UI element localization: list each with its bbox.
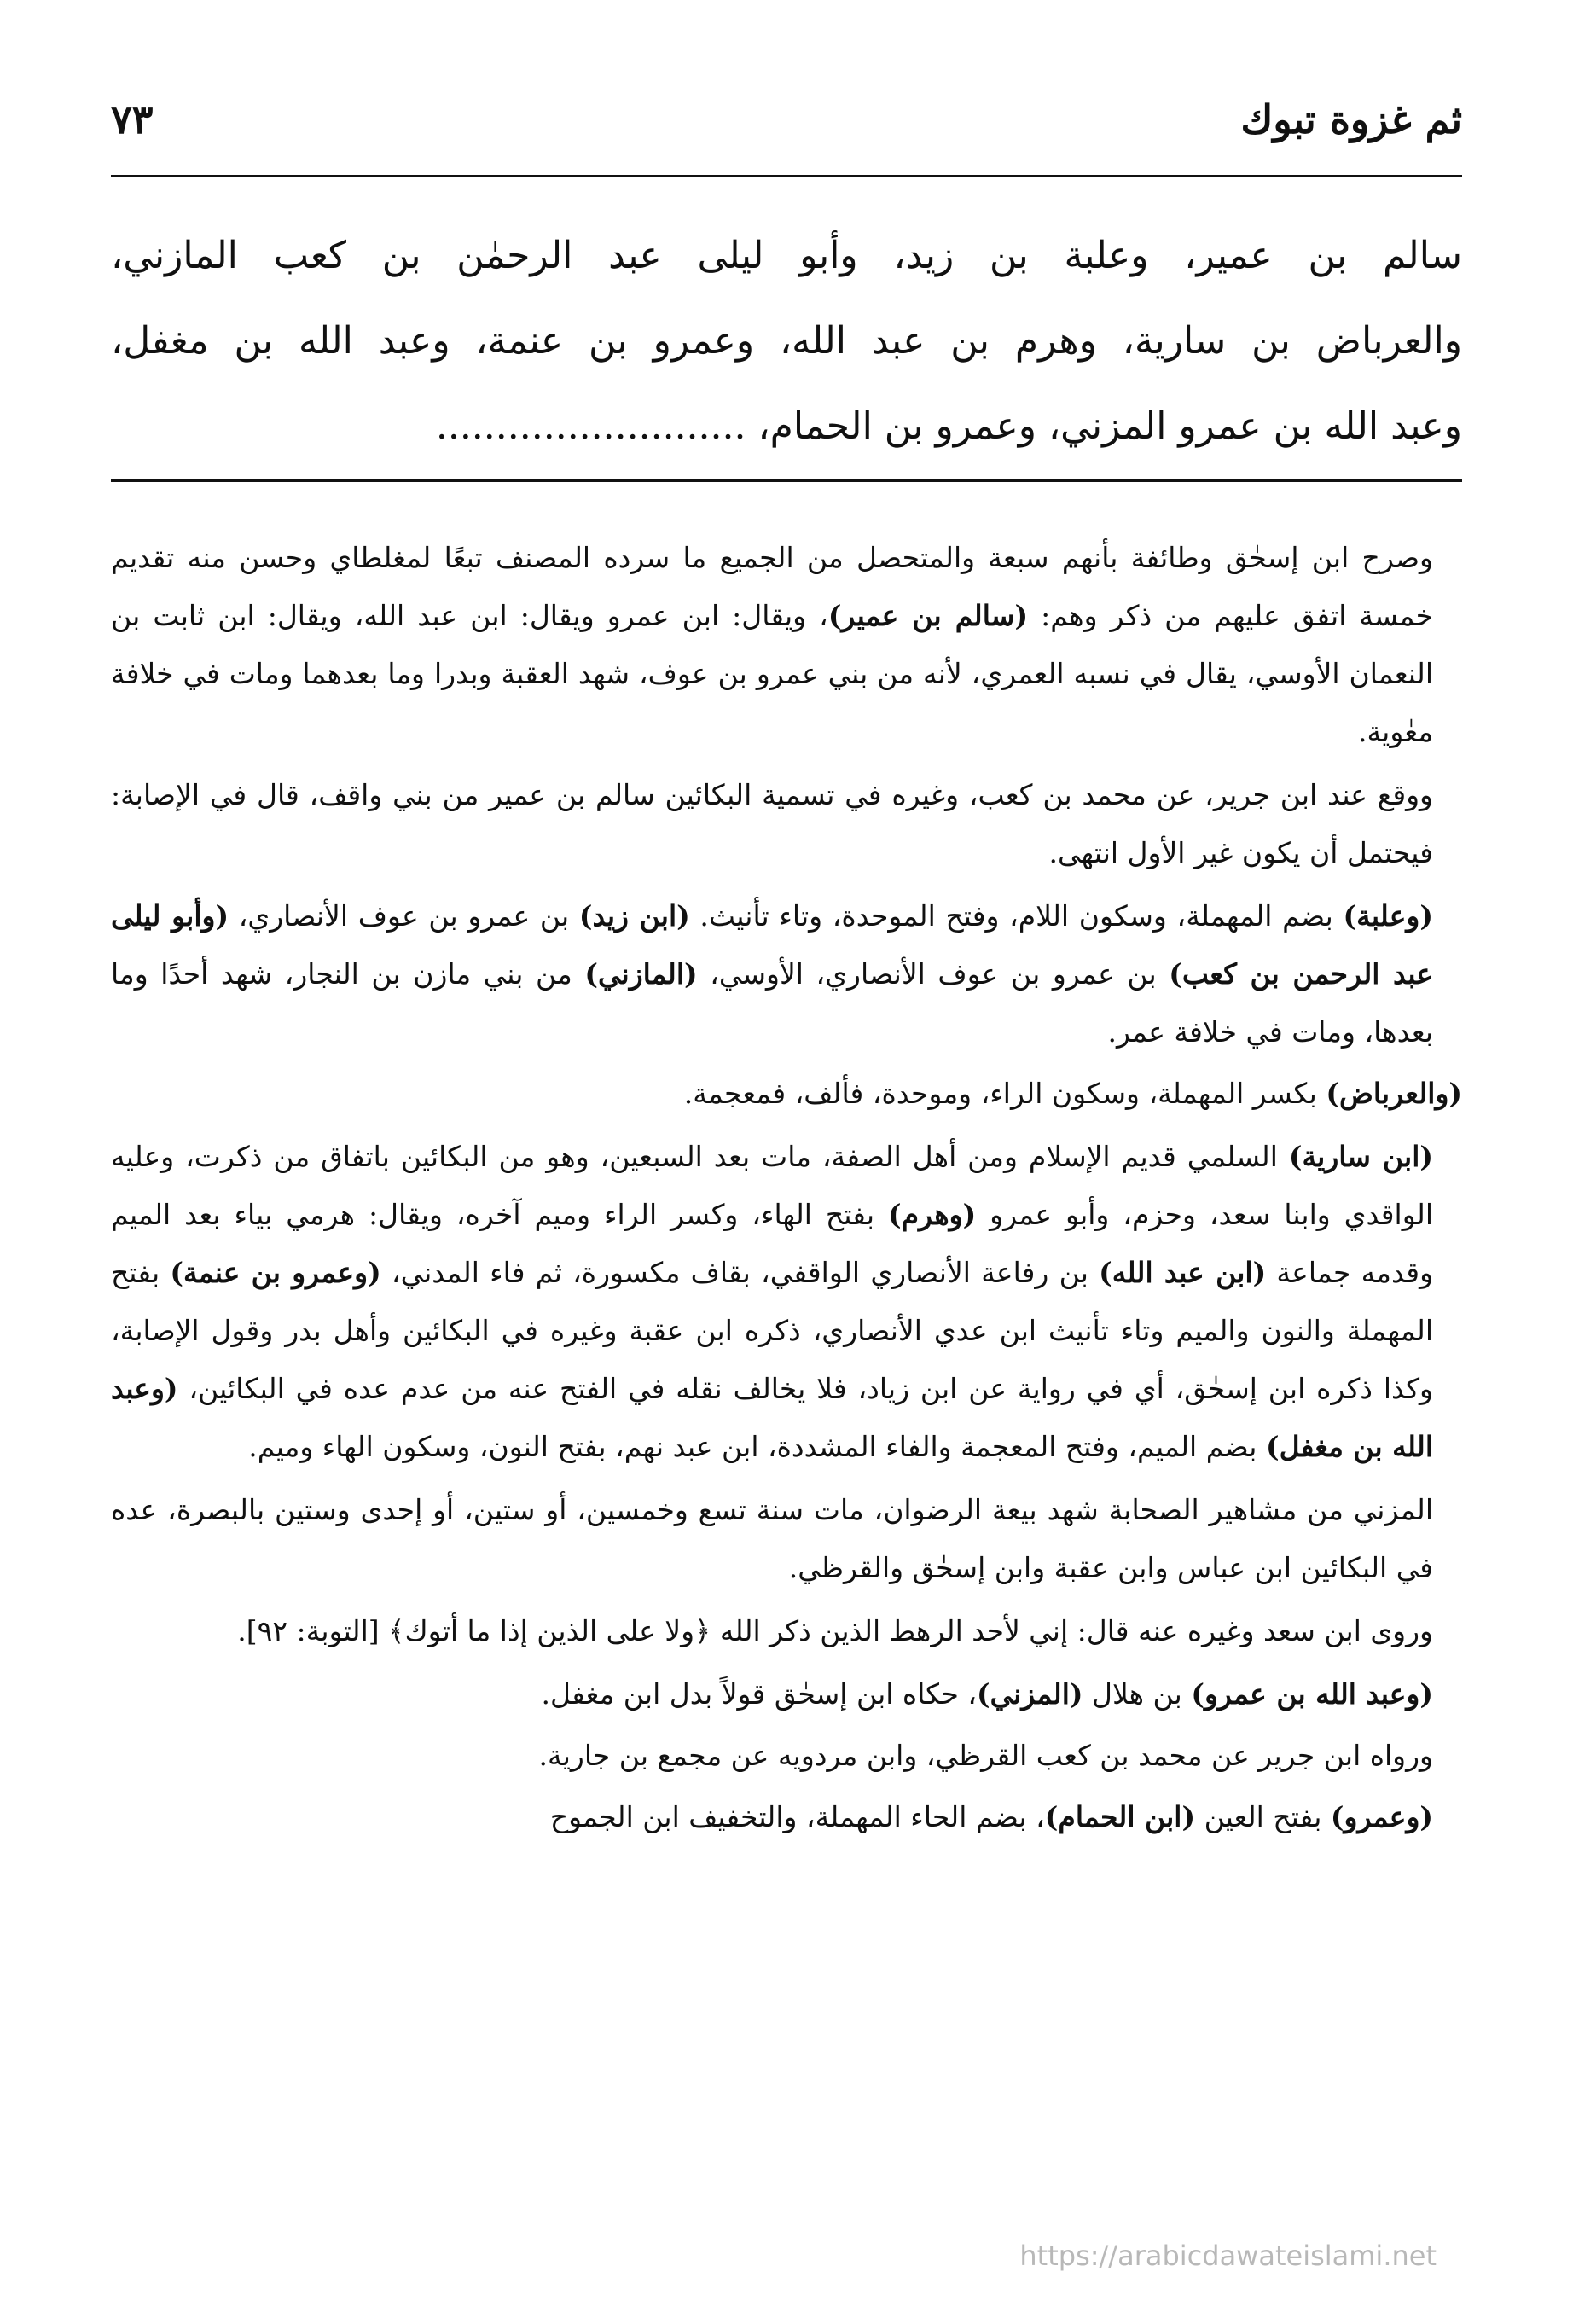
header-rule	[111, 175, 1462, 177]
bold-term: (ابن عبد الله)	[1099, 1256, 1267, 1289]
running-title: ثم غزوة تبوك	[1240, 96, 1462, 142]
commentary-paragraph: (والعرباض) بكسر المهملة، وسكون الراء، وموحدة، فألف، فمعجمة.	[683, 1077, 1462, 1110]
bold-term: (وعبد الله بن مغفل)	[111, 1372, 1433, 1463]
page-header	[111, 81, 1462, 158]
commentary-paragraph: وروى ابن سعد وغيره عنه قال: إني لأحد الرهط الذين ذكر الله ﴿ولا على الذين إذا ما أتوك﴾ [التوبة: ٩٢].	[237, 1614, 1433, 1647]
main-text	[111, 213, 1462, 469]
commentary-paragraph: (وعلبة) بضم المهملة، وسكون اللام، وفتح الموحدة، وتاء تأنيث. (ابن زيد) بن عمرو بن عوف الأنصاري، (وأبو ليلى عبد الرحمن بن كعب) بن عمرو بن عوف الأنصاري، الأوسي، (المازني) من بني مازن بن النجار، شهد أحدًا وما بعدها، ومات في خلافة عمر.	[111, 899, 1433, 1049]
bold-term: (ابن الحمام)	[1044, 1800, 1196, 1833]
main-text-line: سالم بن عمير، وعلبة بن زيد، وأبو ليلى عبد الرحمٰن بن كعب المازني،	[111, 234, 1462, 277]
commentary-paragraph: وصرح ابن إسحٰق وطائفة بأنهم سبعة والمتحصل من الجميع ما سرده المصنف تبعًا لمغلطاي وحسن منه تقديم خمسة اتفق عليهم من ذكر وهم: (سالم بن عمير)، ويقال: ابن عمرو ويقال: ابن عبد الله، ويقال: ابن ثابت بن النعمان الأوسي، يقال في نسبه العمري، لأنه من بني عمرو بن عوف، شهد العقبة وبدرا وما بعدهما ومات في خلافة معٰوية.	[111, 541, 1433, 748]
commentary	[111, 529, 1462, 1850]
watermark-url: https://arabicdawateislami.net	[1019, 2240, 1437, 2272]
commentary-paragraph: ورواه ابن جرير عن محمد بن كعب القرظي، وابن مردويه عن مجمع بن جارية.	[538, 1739, 1433, 1772]
section-rule	[111, 479, 1462, 482]
commentary-paragraph: المزني من مشاهير الصحابة شهد بيعة الرضوان، مات سنة تسع وخمسين، أو ستين، أو إحدى وستين بالبصرة، عده في البكائين ابن عباس وابن عقبة وابن إسحٰق والقرظي.	[111, 1493, 1433, 1584]
bold-term: (ابن زيد)	[578, 899, 690, 933]
main-text-line: والعرباض بن سارية، وهرم بن عبد الله، وعمرو بن عنمة، وعبد الله بن مغفل،	[111, 319, 1462, 363]
commentary-paragraph: (وعبد الله بن عمرو) بن هلال (المزني)، حكاه ابن إسحٰق قولاً بدل ابن مغفل.	[541, 1677, 1433, 1711]
main-text-line: وعبد الله بن عمرو المزني، وعمرو بن الحمام، ..........................	[435, 404, 1462, 448]
bold-term: (وهرم)	[888, 1198, 977, 1231]
bold-term: (وعلبة)	[1343, 899, 1433, 933]
commentary-paragraph: (ابن سارية) السلمي قديم الإسلام ومن أهل الصفة، مات بعد السبعين، وهو من البكائين باتفاق من ذكرت، وعليه الواقدي وابنا سعد، وحزم، وأبو عمرو (وهرم) بفتح الهاء، وكسر الراء وميم آخره، ويقال: هرمي بياء بعد الميم وقدمه جماعة (ابن عبد الله) بن رفاعة الأنصاري الواقفي، بقاف مكسورة، ثم فاء المدني، (وعمرو بن عنمة) بفتح المهملة والنون والميم وتاء تأنيث ابن عدي الأنصاري، ذكره ابن عقبة وغيره في البكائين وأهل بدر وقول الإصابة، وكذا ذكره ابن إسحٰق، أي في رواية عن ابن زياد، فلا يخالف نقله في الفتح عنه من عدم عده في البكائين، (وعبد الله بن مغفل) بضم الميم، وفتح المعجمة والفاء المشددة، ابن عبد نهم، بفتح النون، وسكون الهاء وميم.	[111, 1140, 1433, 1463]
bold-term: (وعمرو بن عنمة)	[170, 1256, 381, 1289]
bold-term: (والعرباض)	[1326, 1077, 1462, 1110]
bold-term: (سالم بن عمير)	[827, 599, 1029, 632]
bold-term: (وعبد الله بن عمرو)	[1191, 1677, 1433, 1711]
commentary-paragraph: (وعمرو) بفتح العين (ابن الحمام)، بضم الحاء المهملة، والتخفيف ابن الجموح	[549, 1800, 1433, 1833]
bold-term: (المازني)	[584, 957, 698, 991]
bold-term: (المزني)	[977, 1677, 1083, 1711]
commentary-paragraph: ووقع عند ابن جرير، عن محمد بن كعب، وغيره في تسمية البكائين سالم بن عمير من بني واقف، قال في الإصابة: فيحتمل أن يكون غير الأول انتهى.	[111, 778, 1433, 869]
page-number: ٧٣	[111, 96, 154, 142]
bold-term: (وأبو ليلى عبد الرحمن بن كعب)	[111, 899, 1433, 991]
bold-term: (وعمرو)	[1330, 1800, 1433, 1833]
bold-term: (ابن سارية)	[1288, 1140, 1433, 1173]
